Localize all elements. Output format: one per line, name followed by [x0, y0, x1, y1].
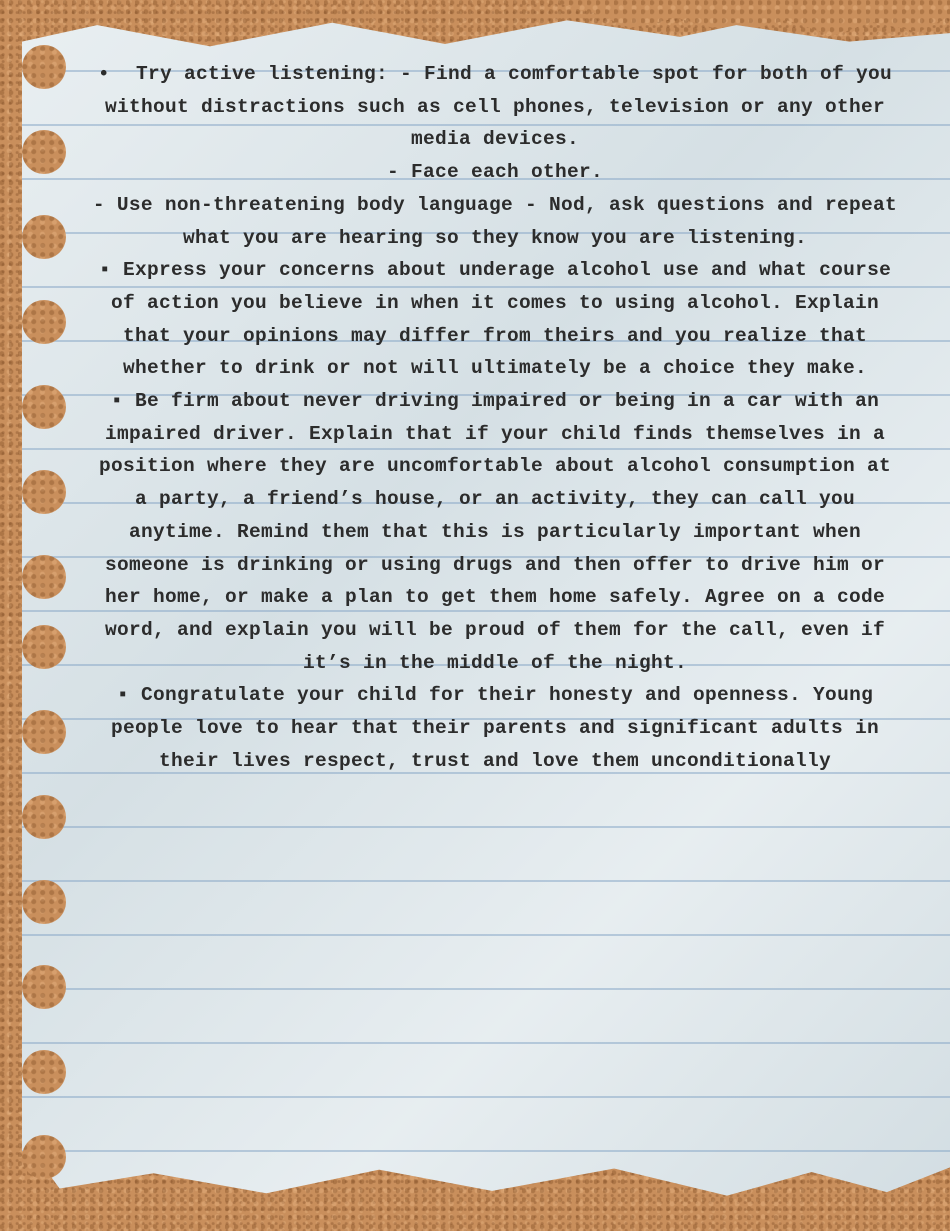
- bullet-dot-icon: •: [97, 63, 110, 85]
- binder-hole: [22, 385, 66, 429]
- tip-text: - Face each other.: [386, 161, 604, 184]
- tip-text: - Use non-threatening body language - Nod, ask questions and repeat what you are hearing so they know you are listening.: [92, 193, 898, 249]
- tip-face-each-other: [90, 156, 900, 189]
- tip-text: Congratulate your child for their honesty and openness. Young people love to hear that their parents and significant adults in their lives respect, trust and love them unconditionally: [110, 684, 880, 772]
- binder-hole: [22, 130, 66, 174]
- tip-body-language: [90, 189, 900, 254]
- binder-hole: [22, 470, 66, 514]
- binder-hole: [22, 710, 66, 754]
- tip-express-concerns: [90, 254, 900, 385]
- note-text-block: [90, 58, 900, 777]
- bullet-square-icon: ▪: [98, 259, 111, 282]
- binder-hole: [22, 880, 66, 924]
- binder-hole: [22, 215, 66, 259]
- tip-text: Be firm about never driving impaired or being in a car with an impaired driver. Explain that if your child finds themselves in a position where they are uncomfortable about alcohol consumption at a party, a friend’s house, or an activity, they can call you anytime. Remind them that this is particularly important when someone is drinking or using drugs and then offer to drive him or her home, or make a plan to get them home safely. Agree on a code word, and explain you will be proud of them for the call, even if it’s in the middle of the night.: [98, 390, 892, 674]
- binder-hole: [22, 965, 66, 1009]
- bullet-square-icon: ▪: [116, 684, 129, 707]
- binder-hole: [22, 300, 66, 344]
- binder-hole: [22, 555, 66, 599]
- binder-hole: [22, 1135, 66, 1179]
- tip-be-firm: [90, 385, 900, 679]
- binder-hole: [22, 795, 66, 839]
- bullet-square-icon: ▪: [110, 390, 123, 413]
- binder-hole: [22, 625, 66, 669]
- tip-text: Express your concerns about underage alcohol use and what course of action you believe in when it comes to using alcohol. Explain that your opinions may differ from theirs and you realize that whether to drink or not will ultimately be a choice they make.: [110, 259, 892, 380]
- binder-hole: [22, 1050, 66, 1094]
- binder-hole: [22, 45, 66, 89]
- tip-congratulate: [90, 679, 900, 777]
- tip-active-listening: [90, 58, 900, 156]
- tip-text: Try active listening: - Find a comfortable spot for both of you without distractions such as cell phones, television or any other media devices.: [104, 63, 893, 151]
